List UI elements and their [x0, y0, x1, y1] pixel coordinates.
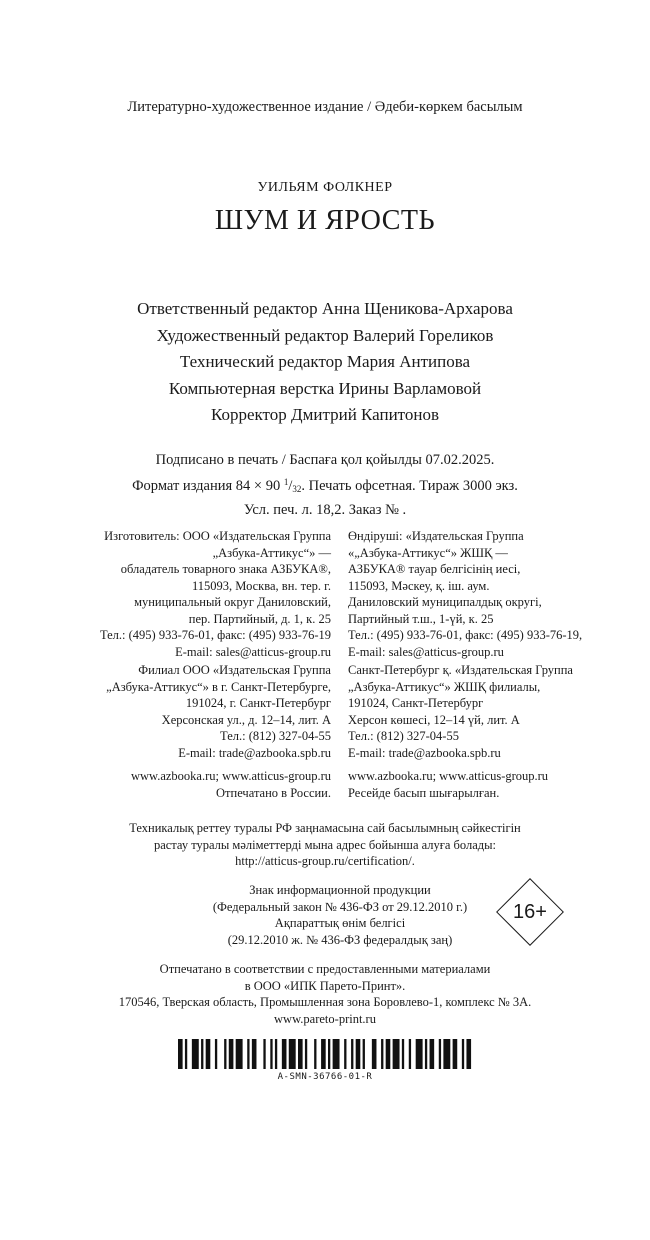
- address-line: „Азбука-Аттикус“» —: [212, 545, 331, 560]
- address-line: Филиал ООО «Издательская Группа: [138, 663, 331, 677]
- certification-note: [0, 820, 650, 870]
- address-line: пер. Партийный, д. 1, к. 25: [188, 611, 331, 626]
- signed-date: Подписано в печать / Баспаға қол қойылды 07.02.2025.: [155, 452, 495, 468]
- address-line: „Азбука-Аттикус“» ЖШҚ филиалы,: [348, 679, 541, 694]
- printing-house: [0, 961, 650, 1027]
- cert-url: http://atticus-group.ru/certification/.: [235, 854, 415, 868]
- phone-line: Тел.: (495) 933-76-01, факс: (495) 933-76-19,: [348, 628, 583, 642]
- barcode-icon: [178, 1039, 478, 1069]
- email-line: E-mail: sales@atticus-group.ru: [348, 644, 504, 659]
- address-line: АЗБУКА® тауар белгісінің иесі,: [348, 562, 521, 576]
- address-line: «„Азбука-Аттикус“» ЖШҚ —: [348, 545, 508, 560]
- credits-block: [0, 296, 650, 429]
- info-line: (Федеральный закон № 436-ФЗ от 29.12.2010 г.): [212, 899, 468, 914]
- address-line: 191024, Санкт-Петербург: [348, 696, 484, 710]
- manufacturer-ru: [100, 528, 331, 660]
- credit-line: Компьютерная верстка Ирины Варламовой: [168, 378, 482, 398]
- format-denominator: 32: [292, 483, 302, 494]
- format-line: [0, 472, 650, 501]
- branch-kz: [348, 662, 573, 761]
- credit-line: Ответственный редактор Анна Щеникова-Архарова: [137, 299, 513, 318]
- email-line: E-mail: sales@atticus-group.ru: [175, 644, 331, 659]
- email-line: E-mail: trade@azbooka.spb.ru: [178, 745, 331, 760]
- address-line: 115093, Москва, вн. тер. г.: [191, 578, 331, 593]
- printing-line: в ООО «ИПК Парето-Принт».: [244, 978, 406, 993]
- printing-line: Отпечатано в соответствии с предоставленными материалами: [159, 962, 491, 976]
- edition-type: Литературно-художественное издание / Әдеби-көркем басылым: [127, 99, 523, 115]
- info-product-sign: [190, 882, 490, 948]
- address-line: Даниловский муниципалдық округі,: [348, 595, 542, 609]
- address-line: „Азбука-Аттикус“» в г. Санкт-Петербурге,: [106, 679, 331, 694]
- cert-line: растау туралы мәліметтерді мына адрес бойынша алуға болады:: [153, 837, 497, 852]
- phone-line: Тел.: (812) 327-04-55: [348, 729, 459, 743]
- printed-in-line: Отпечатано в России.: [216, 785, 331, 800]
- age-rating-badge: [496, 878, 564, 946]
- credit-line: Корректор Дмитрий Капитонов: [210, 405, 440, 424]
- credit-line: Технический редактор Мария Антипова: [179, 352, 471, 371]
- address-line: Өндіруші: «Издательская Группа: [348, 529, 524, 543]
- info-line: Ақпараттық өнім белгісі: [274, 916, 406, 930]
- address-line: обладатель товарного знака АЗБУКА®,: [120, 562, 331, 576]
- credit-line: Художественный редактор Валерий Гореликов: [156, 325, 494, 345]
- address-line: Партийный т.ш., 1-үй, к. 25: [348, 611, 494, 626]
- format-slash: /: [288, 477, 293, 494]
- printed-in-line: Ресейде басып шығарылған.: [348, 785, 500, 800]
- manufacturer-kz: [348, 528, 582, 660]
- branch-ru: [106, 662, 331, 761]
- age-rating-text: 16+: [513, 901, 547, 923]
- phone-line: Тел.: (812) 327-04-55: [220, 729, 331, 743]
- info-line: (29.12.2010 ж. № 436-ФЗ федералдық заң): [227, 932, 453, 947]
- website-line: www.azbooka.ru; www.atticus-group.ru: [348, 769, 549, 783]
- phone-line: Тел.: (495) 933-76-01, факс: (495) 933-76-19: [99, 628, 331, 642]
- printing-line: 170546, Тверская область, Промышленная зона Боровлево-1, комплекс № 3А.: [118, 995, 532, 1009]
- web-kz: [348, 768, 548, 801]
- website-line: www.azbooka.ru; www.atticus-group.ru: [130, 769, 331, 783]
- sheets-order: Усл. печ. л. 18,2. Заказ № .: [243, 502, 407, 518]
- email-line: E-mail: trade@azbooka.spb.ru: [348, 745, 501, 760]
- address-line: Санкт-Петербург қ. «Издательская Группа: [348, 663, 573, 677]
- cert-line: Техникалық реттеу туралы РФ заңнамасына сай басылымның сәйкестігін: [129, 821, 521, 835]
- barcode-text: A-SMN-36766-01-R: [277, 1072, 373, 1082]
- print-info: [0, 450, 650, 522]
- author-name: УИЛЬЯМ ФОЛКНЕР: [257, 180, 393, 195]
- info-line: Знак информационной продукции: [249, 883, 431, 897]
- format-numerator: 1: [283, 476, 289, 487]
- book-title: ШУМ И ЯРОСТЬ: [214, 205, 436, 236]
- format-suffix: . Печать офсетная. Тираж 3000 экз.: [301, 477, 518, 494]
- address-line: муниципальный округ Даниловский,: [134, 595, 331, 609]
- printing-url: www.pareto-print.ru: [274, 1011, 376, 1026]
- web-ru: [131, 768, 331, 801]
- format-prefix: Формат издания 84 × 90: [132, 477, 284, 494]
- address-line: Херсонская ул., д. 12–14, лит. А: [161, 712, 331, 727]
- address-line: Херсон көшесі, 12–14 үй, лит. А: [348, 712, 520, 727]
- address-line: 115093, Мәскеу, қ. іш. аум.: [348, 578, 490, 593]
- address-line: Изготовитель: ООО «Издательская Группа: [104, 529, 331, 543]
- address-line: 191024, г. Санкт-Петербург: [185, 696, 331, 710]
